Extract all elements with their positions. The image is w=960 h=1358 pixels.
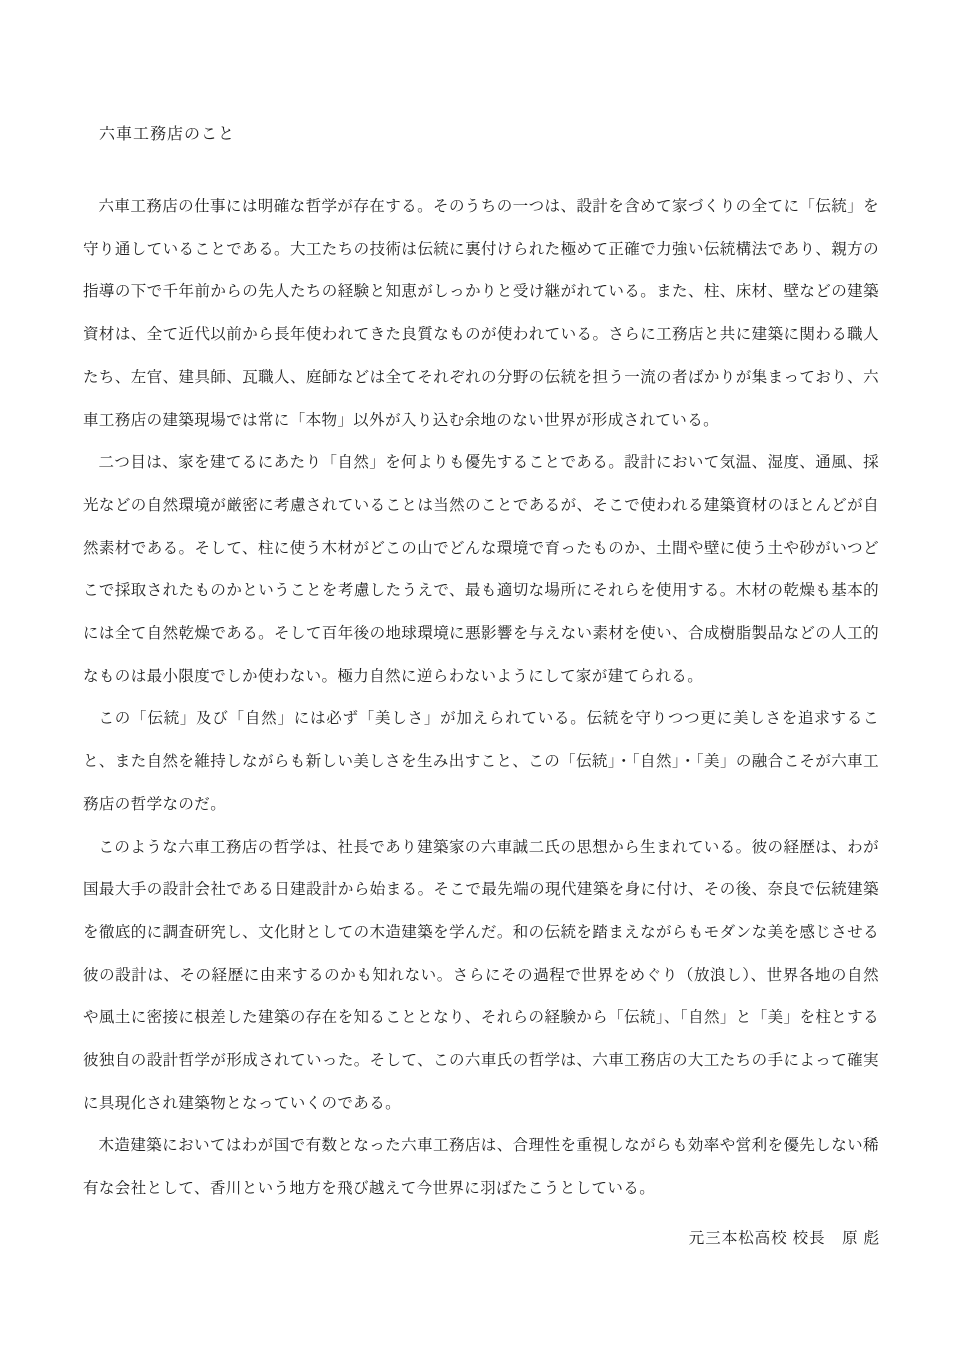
body-paragraph: このような六車工務店の哲学は、社長であり建築家の六車誠二氏の思想から生まれている。彼の経歴は、わが国最大手の設計会社である日建設計から始まる。そこで最先端の現代建築を身に付け、その後、奈良で伝統建築を徹底的に調査研究し、文化財としての木造建築を学んだ。和の伝統を踏まえながらもモダンな美を感じさせる彼の設計は、その経歴に由来するのかも知れない。さらにその過程で世界をめぐり（放浪し）、世界各地の自然や風土に密接に根差した建築の存在を知ることとなり、それらの経験から「伝統」、「自然」と「美」を柱とする彼独自の設計哲学が形成されていった。そして、この六車氏の哲学は、六車工務店の大工たちの手によって確実に具現化され建築物となっていくのである。 — [83, 838, 879, 1112]
body-paragraph: 二つ目は、家を建てるにあたり「自然」を何よりも優先することである。設計において気温、湿度、通風、採光などの自然環境が厳密に考慮されていることは当然のことであるが、そこで使われる建築資材のほとんどが自然素材である。そして、柱に使う木材がどこの山でどんな環境で育ったものか、土間や壁に使う土や砂がいつどこで採取されたものかということを考慮したうえで、最も適切な場所にそれらを使用する。木材の乾燥も基本的には全て自然乾燥である。そして百年後の地球環境に悪影響を与えない素材を使い、合成樹脂製品などの人工的なものは最小限度でしか使わない。極力自然に逆らわないようにして家が建てられる。 — [83, 454, 879, 685]
page-title: 六車工務店のこと — [99, 126, 236, 143]
signature-line: 元三本松高校 校長 原 彪 — [688, 1230, 880, 1247]
document-body — [83, 186, 879, 1211]
body-paragraph: 六車工務店の仕事には明確な哲学が存在する。そのうちの一つは、設計を含めて家づくりの全てに「伝統」を守り通していることである。大工たちの技術は伝統に裏付けられた極めて正確で力強い伝統構法であり、親方の指導の下で千年前からの先人たちの経験と知恵がしっかりと受け継がれている。また、柱、床材、壁などの建築資材は、全て近代以前から長年使われてきた良質なものが使われている。さらに工務店と共に建築に関わる職人たち、左官、建具師、瓦職人、庭師などは全てそれぞれの分野の伝統を担う一流の者ばかりが集まっており、六車工務店の建築現場では常に「本物」以外が入り込む余地のない世界が形成されている。 — [83, 198, 879, 429]
body-paragraph: この「伝統」及び「自然」には必ず「美しさ」が加えられている。伝統を守りつつ更に美しさを追求すること、また自然を維持しながらも新しい美しさを生み出すこと、この「伝統」・「自然」・「美」の融合こそが六車工務店の哲学なのだ。 — [83, 710, 879, 813]
body-paragraph: 木造建築においてはわが国で有数となった六車工務店は、合理性を重視しながらも効率や営利を優先しない稀有な会社として、香川という地方を飛び越えて今世界に羽ばたこうとしている。 — [83, 1137, 879, 1198]
